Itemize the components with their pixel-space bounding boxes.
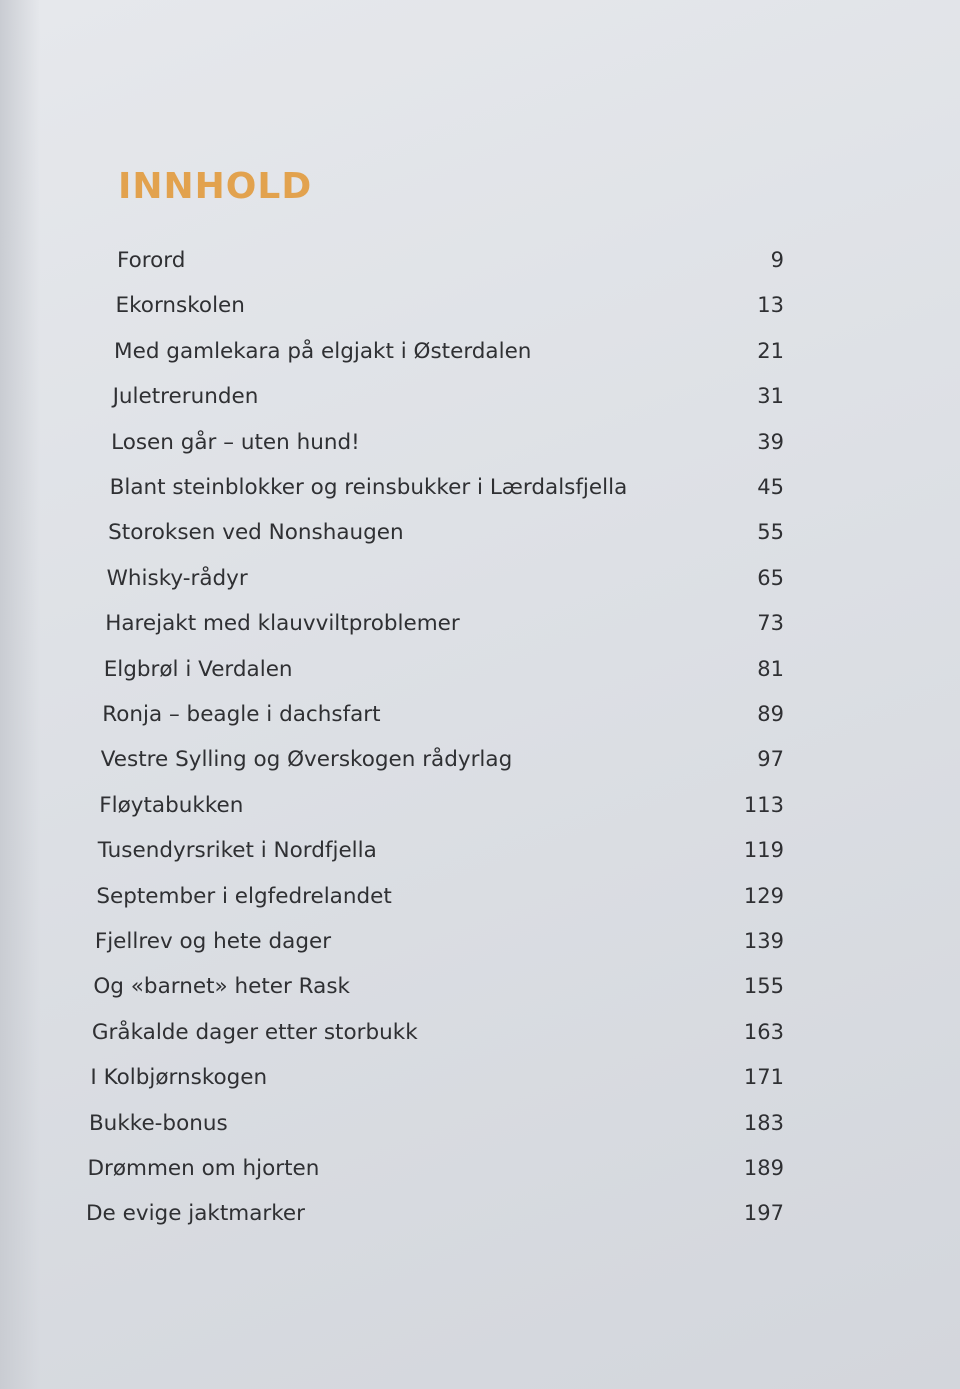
toc-entry xyxy=(90,1065,784,1095)
toc-entry-title: Fjellrev og hete dager xyxy=(94,929,332,954)
toc-entry-page: 73 xyxy=(757,611,784,636)
toc-entry-title: Vestre Sylling og Øverskogen rådyrlag xyxy=(100,747,513,773)
toc-entry-page: 119 xyxy=(743,838,784,863)
toc-entry-page: 55 xyxy=(757,520,784,545)
toc-entry-title: Harejakt med klauvviltproblemer xyxy=(105,611,460,637)
toc-entry xyxy=(92,1020,784,1050)
toc-entry-page: 9 xyxy=(770,248,784,272)
toc-entry-title: Whisky-rådyr xyxy=(106,565,248,591)
toc-entry-title: De evige jaktmarker xyxy=(86,1201,305,1227)
toc-entry-title: Ekornskolen xyxy=(115,293,245,319)
toc-entry-page: 171 xyxy=(743,1065,784,1090)
toc-entry-page: 139 xyxy=(743,929,784,953)
toc-entry-title: Tusendyrsriket i Nordfjella xyxy=(97,838,377,864)
toc-entry-page: 45 xyxy=(757,475,784,499)
toc-entry xyxy=(113,384,784,414)
toc-entry xyxy=(108,520,784,550)
toc-entry-title: Elgbrøl i Verdalen xyxy=(103,656,293,682)
toc-entry xyxy=(89,1111,784,1141)
toc-entry xyxy=(86,1201,784,1231)
toc-entry-title: Storoksen ved Nonshaugen xyxy=(108,520,404,546)
toc-entry-title: Forord xyxy=(117,248,186,273)
toc-entry-page: 21 xyxy=(757,338,784,363)
toc-entry xyxy=(107,566,784,596)
toc-entry-title: Og «barnet» heter Rask xyxy=(93,974,350,1000)
toc-entry xyxy=(104,657,784,687)
toc-entry-page: 31 xyxy=(757,384,784,409)
toc-entry-title: Losen går – uten hund! xyxy=(111,429,360,455)
toc-entry xyxy=(95,929,784,959)
toc-entry-title: Med gamlekara på elgjakt i Østerdalen xyxy=(114,338,532,364)
toc-entry xyxy=(110,475,784,505)
toc-entry xyxy=(117,248,784,278)
toc-entry-page: 113 xyxy=(743,792,784,817)
toc-entry xyxy=(105,611,784,641)
toc-entry-title: I Kolbjørnskogen xyxy=(90,1065,268,1091)
toc-entry-page: 89 xyxy=(757,702,784,726)
toc-entry xyxy=(99,793,784,823)
toc-entry-title: Fløytabukken xyxy=(99,792,244,818)
toc-entry-page: 129 xyxy=(743,883,784,908)
toc-entry xyxy=(102,702,784,732)
toc-entry xyxy=(98,838,784,868)
toc-entry xyxy=(116,293,784,323)
toc-entry xyxy=(111,430,784,460)
toc-entry-page: 13 xyxy=(757,293,784,318)
toc-entry xyxy=(101,747,784,777)
toc-entry-page: 65 xyxy=(757,565,784,590)
toc-entry-title: Juletrerunden xyxy=(112,384,259,410)
toc-entry xyxy=(96,884,784,914)
toc-entry-page: 189 xyxy=(743,1156,784,1180)
toc-entry xyxy=(93,974,784,1004)
toc-entry-title: September i elgfedrelandet xyxy=(96,883,392,909)
toc-entry-page: 97 xyxy=(757,747,784,772)
toc-entry-page: 39 xyxy=(757,429,784,454)
toc-entry-title: Gråkalde dager etter storbukk xyxy=(91,1019,418,1045)
toc-entry-title: Blant steinblokker og reinsbukker i Lærdalsfjella xyxy=(109,475,628,500)
toc-entry-title: Ronja – beagle i dachsfart xyxy=(102,702,381,727)
toc-entry-page: 183 xyxy=(743,1110,784,1135)
toc-entry-page: 155 xyxy=(743,974,784,999)
toc-entry-page: 163 xyxy=(743,1019,784,1044)
toc-entry-title: Drømmen om hjorten xyxy=(87,1156,320,1181)
toc-entry-page: 81 xyxy=(757,656,784,681)
toc-entry xyxy=(114,339,784,369)
toc-entry xyxy=(87,1156,784,1186)
page-gutter-shadow xyxy=(0,0,40,1389)
page-title: INNHOLD xyxy=(118,166,313,207)
toc-entry-title: Bukke-bonus xyxy=(88,1110,228,1136)
toc-entry-page: 197 xyxy=(743,1201,784,1226)
